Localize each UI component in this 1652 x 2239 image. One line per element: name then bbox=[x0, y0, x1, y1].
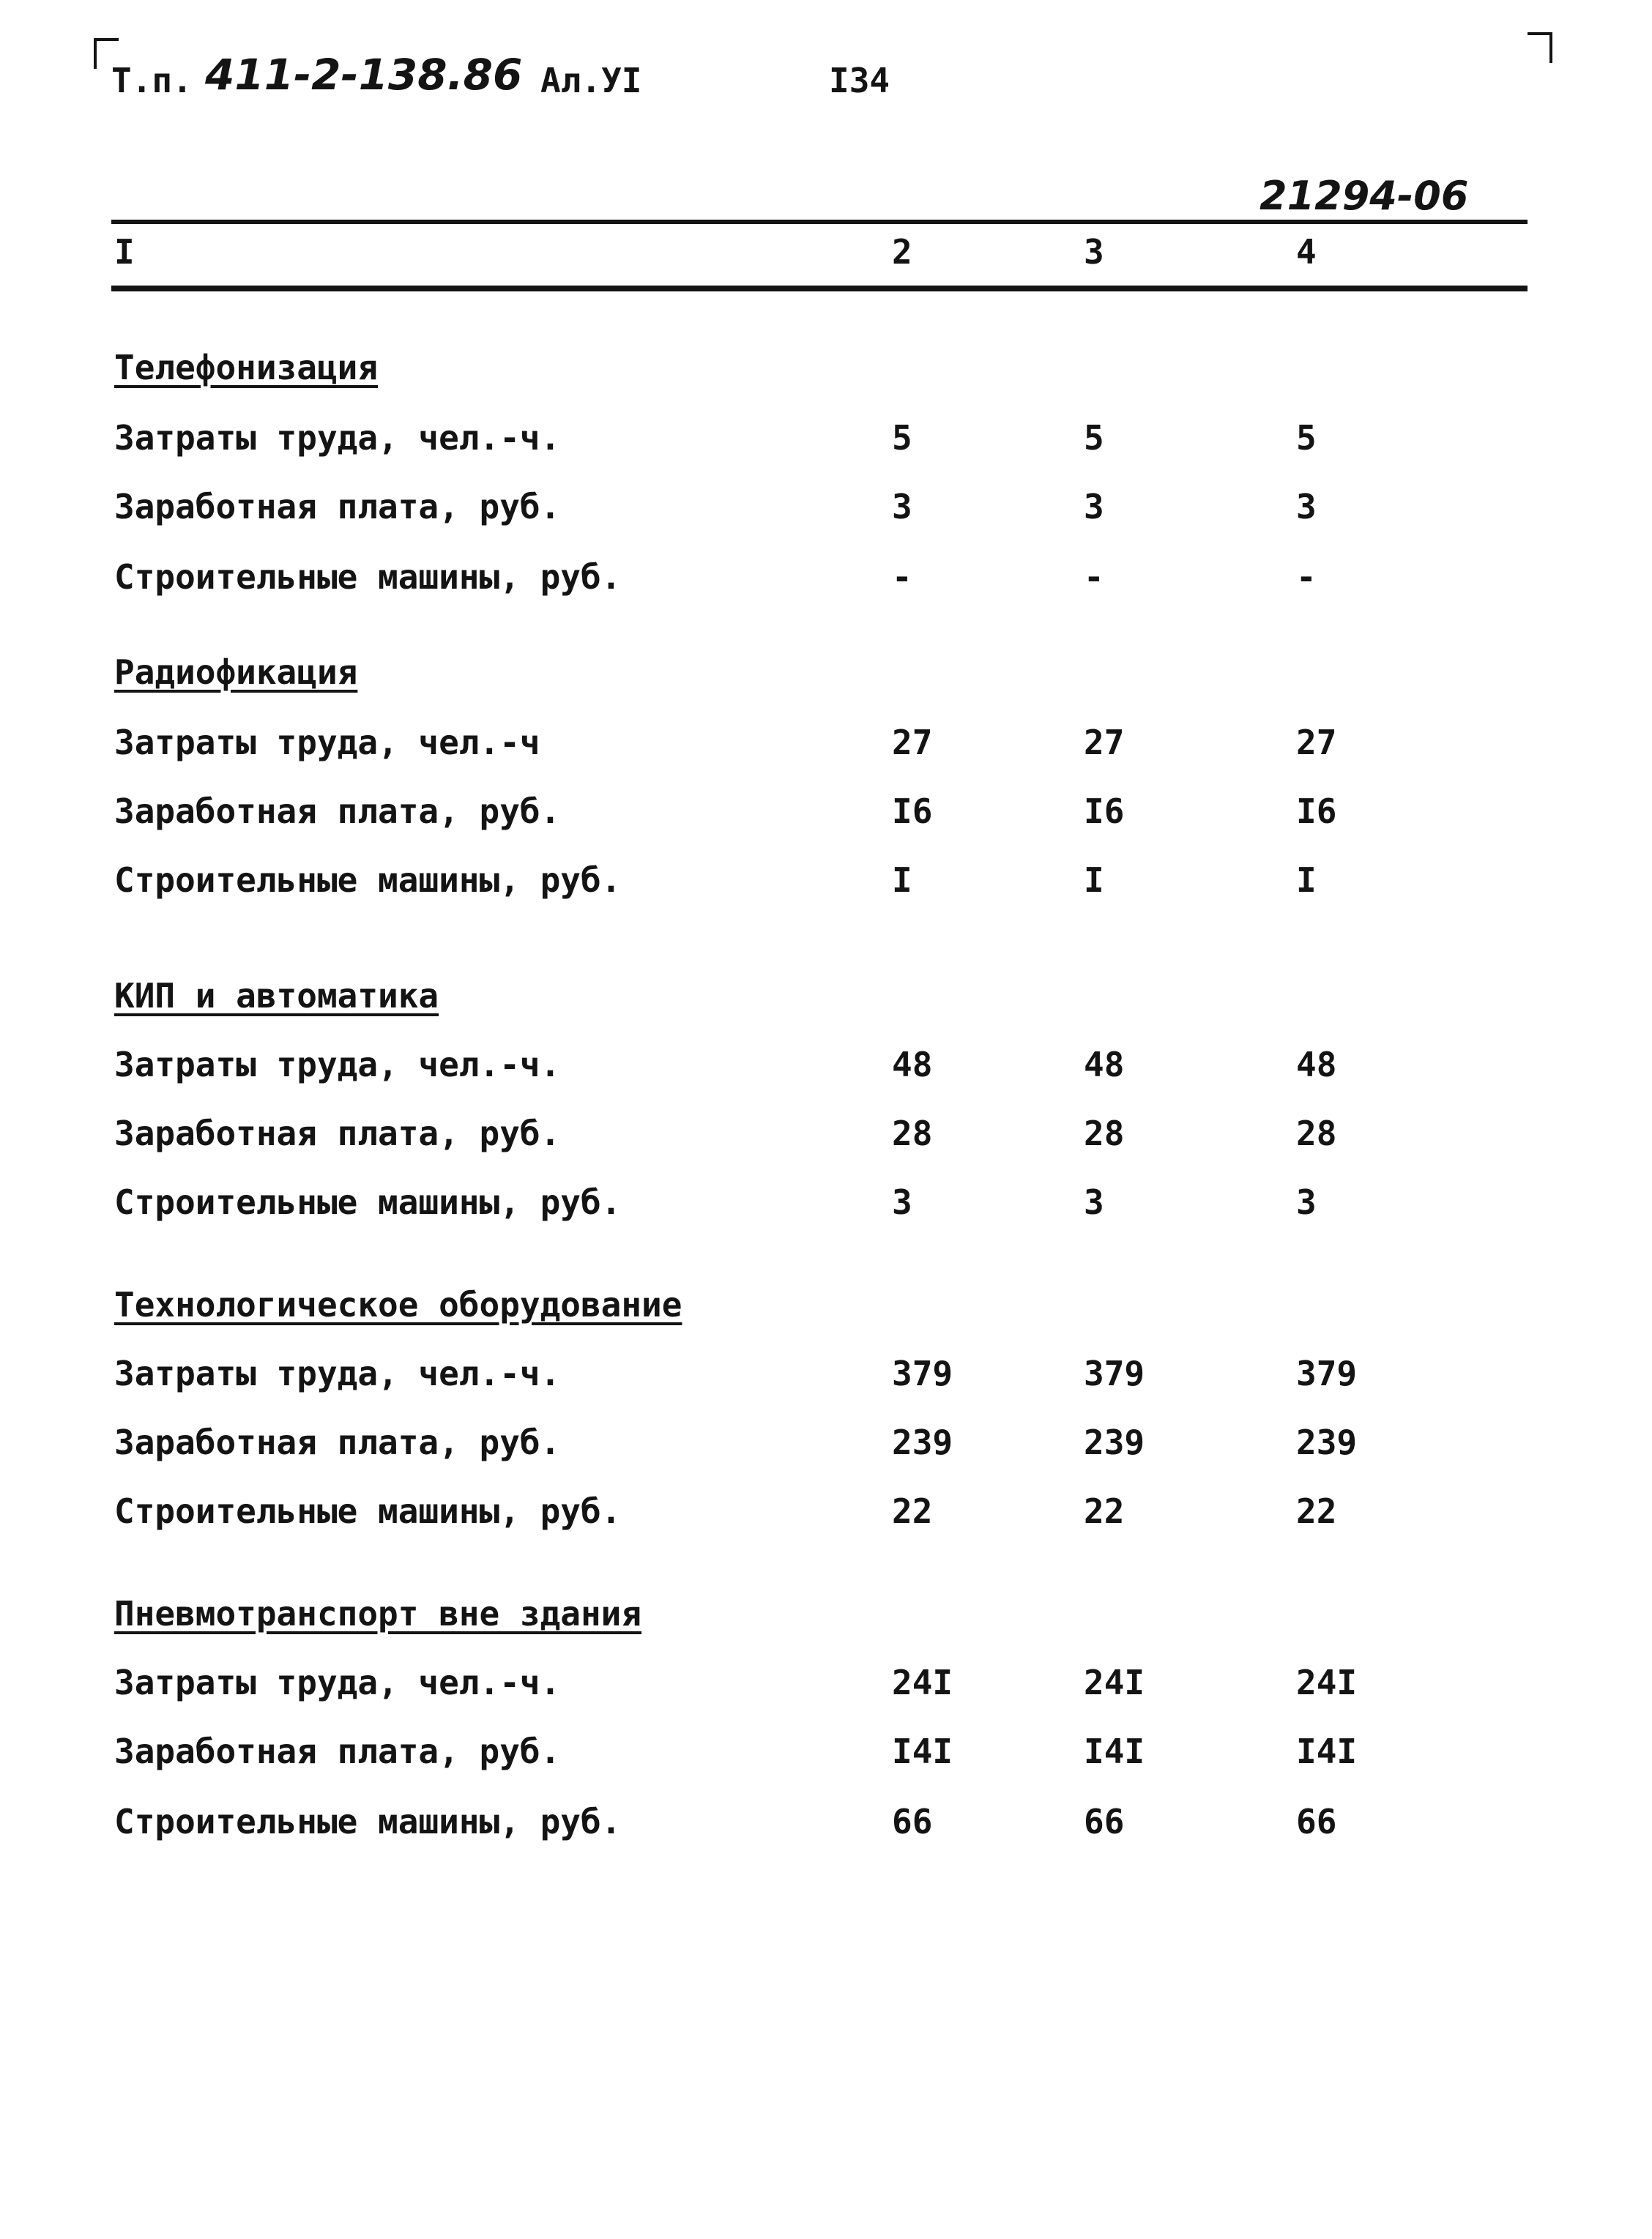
row-value-col2: 27 bbox=[892, 723, 933, 762]
row-value-col3: I4I bbox=[1084, 1732, 1145, 1771]
section-title: Пневмотранспорт вне здания bbox=[114, 1594, 642, 1633]
row-value-col2: 239 bbox=[892, 1423, 953, 1462]
row-value-col4: I bbox=[1296, 860, 1317, 900]
row-label: Затраты труда, чел.-ч. bbox=[114, 1663, 561, 1702]
row-label: Заработная плата, руб. bbox=[114, 791, 561, 831]
row-value-col3: 27 bbox=[1084, 723, 1125, 762]
row-value-col4: 28 bbox=[1296, 1114, 1337, 1153]
row-value-col2: 3 bbox=[892, 1182, 912, 1222]
row-value-col3: 379 bbox=[1084, 1354, 1145, 1393]
row-value-col3: 5 bbox=[1084, 418, 1104, 458]
row-label: Строительные машины, руб. bbox=[114, 1491, 622, 1531]
row-label: Затраты труда, чел.-ч bbox=[114, 723, 540, 762]
row-value-col4: 66 bbox=[1296, 1802, 1337, 1841]
header-album: Ал.УI bbox=[540, 61, 642, 100]
row-value-col4: 24I bbox=[1296, 1663, 1358, 1702]
row-label: Затраты труда, чел.-ч. bbox=[114, 1045, 561, 1084]
row-value-col4: I6 bbox=[1296, 791, 1337, 831]
row-value-col2: 66 bbox=[892, 1802, 933, 1841]
row-value-col2: 3 bbox=[892, 487, 912, 526]
row-value-col3: 3 bbox=[1084, 1182, 1104, 1222]
section-title: Телефонизация bbox=[114, 348, 379, 387]
row-value-col3: 66 bbox=[1084, 1802, 1125, 1841]
row-label: Заработная плата, руб. bbox=[114, 1114, 561, 1153]
row-value-col4: 48 bbox=[1296, 1045, 1337, 1084]
row-label: Заработная плата, руб. bbox=[114, 1732, 561, 1771]
row-value-col3: - bbox=[1084, 557, 1104, 597]
section-title: Технологическое оборудование bbox=[114, 1285, 682, 1325]
row-label: Затраты труда, чел.-ч. bbox=[114, 1354, 561, 1393]
row-value-col3: 24I bbox=[1084, 1663, 1145, 1702]
row-value-col3: I6 bbox=[1084, 791, 1125, 831]
row-value-col3: 3 bbox=[1084, 487, 1104, 526]
row-value-col4: 22 bbox=[1296, 1491, 1337, 1531]
row-value-col4: 27 bbox=[1296, 723, 1337, 762]
row-value-col3: 22 bbox=[1084, 1491, 1125, 1531]
column-header-1: I bbox=[114, 232, 135, 272]
row-value-col2: 22 bbox=[892, 1491, 933, 1531]
row-value-col2: 379 bbox=[892, 1354, 953, 1393]
row-value-col3: I bbox=[1084, 860, 1104, 900]
column-header-4: 4 bbox=[1296, 232, 1317, 272]
row-value-col2: 24I bbox=[892, 1663, 953, 1702]
row-value-col2: I bbox=[892, 860, 912, 900]
row-value-col3: 239 bbox=[1084, 1423, 1145, 1462]
table-top-rule bbox=[111, 220, 1528, 224]
row-value-col2: 28 bbox=[892, 1114, 933, 1153]
row-label: Строительные машины, руб. bbox=[114, 557, 622, 597]
corner-mark-top-right bbox=[1528, 32, 1552, 63]
row-value-col4: - bbox=[1296, 557, 1317, 597]
header-prefix: Т.п. bbox=[111, 61, 193, 100]
row-value-col4: 3 bbox=[1296, 487, 1317, 526]
row-label: Заработная плата, руб. bbox=[114, 1423, 561, 1462]
row-value-col4: 3 bbox=[1296, 1182, 1317, 1222]
row-label: Заработная плата, руб. bbox=[114, 487, 561, 526]
doc-code: 21294-06 bbox=[1260, 173, 1469, 219]
row-value-col3: 48 bbox=[1084, 1045, 1125, 1084]
row-value-col4: I4I bbox=[1296, 1732, 1358, 1771]
row-value-col2: - bbox=[892, 557, 912, 597]
table-header-rule bbox=[111, 286, 1528, 291]
row-value-col2: I6 bbox=[892, 791, 933, 831]
row-value-col4: 239 bbox=[1296, 1423, 1358, 1462]
row-label: Строительные машины, руб. bbox=[114, 1802, 622, 1841]
column-header-3: 3 bbox=[1084, 232, 1104, 272]
column-header-2: 2 bbox=[892, 232, 912, 272]
row-label: Строительные машины, руб. bbox=[114, 860, 622, 900]
row-value-col4: 379 bbox=[1296, 1354, 1358, 1393]
row-label: Затраты труда, чел.-ч. bbox=[114, 418, 561, 458]
row-value-col2: 5 bbox=[892, 418, 912, 458]
row-label: Строительные машины, руб. bbox=[114, 1182, 622, 1222]
header-doc-number: 411-2-138.86 bbox=[205, 50, 523, 100]
row-value-col3: 28 bbox=[1084, 1114, 1125, 1153]
section-title: КИП и автоматика bbox=[114, 976, 439, 1016]
row-value-col4: 5 bbox=[1296, 418, 1317, 458]
row-value-col2: I4I bbox=[892, 1732, 953, 1771]
row-value-col2: 48 bbox=[892, 1045, 933, 1084]
header-page-number: I34 bbox=[829, 61, 890, 100]
section-title: Радиофикация bbox=[114, 652, 358, 692]
